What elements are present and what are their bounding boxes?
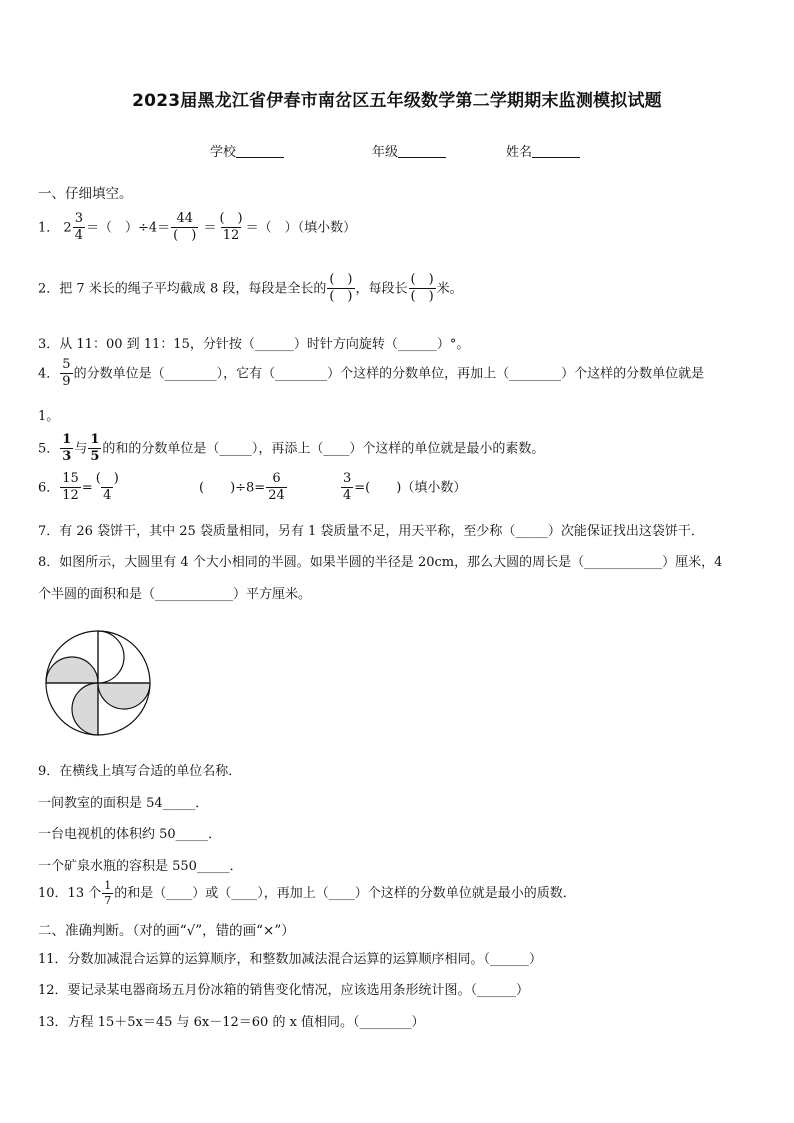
question-9: 9．在横线上填写合适的单位名称． [38,764,242,779]
question-6 [38,472,122,504]
q1-number: 1． [38,220,60,236]
q10-fraction: $\frac{1}{7}$ [104,879,112,908]
q2-text-1: 2．把 7 米长的绳子平均截成 8 段，每段是全长的 [38,281,327,297]
section-1-heading: 一、仔细填空。 [38,186,133,202]
question-8-line-1: 8．如图所示，大圆里有 4 个大小相同的半圆。如果半圆的半径是 20cm，那么大圆的周长是（____________）厘米，4 [38,555,723,570]
school-label: 学校 [210,145,237,160]
question-2 [38,273,463,305]
school-field[interactable] [210,141,284,160]
page-title: 2023届黑龙江省伊春市南岔区五年级数学第二学期期末监测模拟试题 [132,91,662,111]
q6-fraction-b[interactable]: $\frac{( )}{4}$ [95,471,119,504]
q5-fraction-b: $\frac{1}{5}$ [90,432,100,465]
q1-text-1: ＝（ ）÷4＝ [85,220,171,236]
question-4 [38,358,704,390]
grade-field[interactable] [372,141,446,160]
grade-blank[interactable] [398,143,446,158]
circle-semicircles-figure [40,625,156,741]
school-blank[interactable] [236,143,284,158]
q6-text-mid: ( )÷8= [199,480,266,496]
q10-text: 的和是（____）或（____），再加上（____）个这样的分数单位就是最小的质数． [114,886,576,902]
q6-number: 6． [38,480,60,496]
q2-text-3: 米。 [436,281,463,297]
question-12: 12．要记录某电器商场五月份冰箱的销售变化情况，应该选用条形统计图。（______） [38,983,530,998]
section-2-heading: 二、准确判断。（对的画“√”，错的画“×”） [38,923,295,939]
q2-text-2: ，每段长 [355,281,408,297]
name-label: 姓名 [506,145,533,160]
q5-number: 5． [38,441,60,457]
q1-fraction-a: $\frac{3}{4}$ [74,211,83,244]
q6-fraction-a: $\frac{15}{12}$ [62,471,79,504]
q4-text: 的分数单位是（________），它有（________）个这样的分数单位，再加上（________）个这样的分数单位就是 [73,366,705,382]
question-9b: 一台电视机的体积约 50_____． [38,827,222,842]
question-13: 13．方程 15＋5x＝45 与 6x－12＝60 的 x 值相同。（________） [38,1015,425,1030]
question-10 [38,880,576,907]
question-3: 3．从 11：00 到 11：15，分针按（______）时针方向旋转（______）°。 [38,337,470,352]
q5-text-1: 与 [74,441,88,457]
question-7: 7．有 26 袋饼干，其中 25 袋质量相同，另有 1 袋质量不足，用天平称，至少称（_____）次能保证找出这袋饼干． [38,524,704,539]
q4-number: 4． [38,366,60,382]
q10-number: 10．13 个 [38,886,102,902]
shaded-semicircle-bottom [72,683,98,735]
question-5 [38,433,544,465]
question-6b [199,472,288,504]
q1-fraction-b[interactable]: $\frac{44}{( )}$ [173,211,197,244]
name-blank[interactable] [532,143,580,158]
q6-fraction-d: $\frac{3}{4}$ [343,471,352,504]
grade-label: 年级 [372,145,399,160]
q6-text-tail: =( )（填小数） [354,480,467,496]
q2-fraction-a[interactable]: $\frac{( )}{( )}$ [329,272,353,305]
question-1 [38,212,356,244]
q1-text-2: ＝ [203,220,217,236]
name-field[interactable] [506,141,580,160]
question-9a: 一间教室的面积是 54_____． [38,796,209,811]
q2-fraction-b[interactable]: $\frac{( )}{( )}$ [410,272,434,305]
q1-fraction-c[interactable]: $\frac{( )}{12}$ [219,211,243,244]
question-6c [340,472,466,504]
q4-fraction: $\frac{5}{9}$ [62,357,71,390]
question-8-line-2: 个半圆的面积和是（____________）平方厘米。 [38,587,312,602]
shaded-semicircle-left [46,657,98,683]
q5-text-2: 的和的分数单位是（_____），再添上（____）个这样的单位就是最小的素数。 [102,441,545,457]
q5-fraction-a: $\frac{1}{3}$ [62,432,72,465]
question-9c: 一个矿泉水瓶的容积是 550_____． [38,859,243,874]
q1-whole: 2 [63,220,72,236]
q6-equals: = [81,480,93,496]
semicircle-top [98,631,124,683]
question-11: 11．分数加减混合运算的运算顺序，和整数加减法混合运算的运算顺序相同。（______） [38,952,543,967]
question-4-cont: 1。 [38,409,60,424]
q1-text-3: ＝（ ）（填小数） [245,220,357,236]
shaded-semicircle-right [98,683,150,709]
q6-fraction-c: $\frac{6}{24}$ [268,471,285,504]
